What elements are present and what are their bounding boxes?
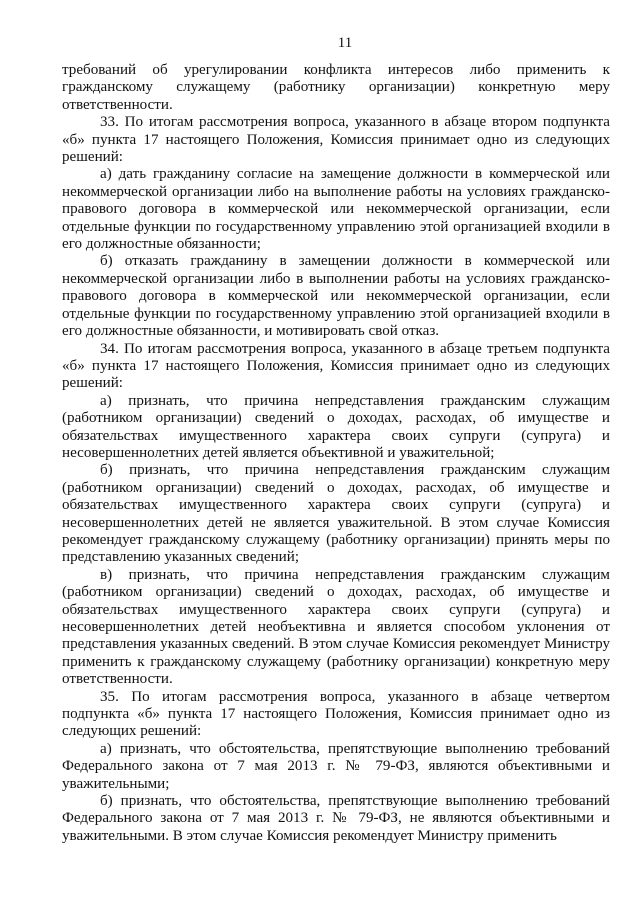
- page-number: 11: [337, 35, 353, 51]
- paragraph-clause-33: 33. По итогам рассмотрения вопроса, указанного в абзаце втором подпункта «б» пункта 17 настоящего Положения, Комиссия принимает одно из следующих решений:: [62, 114, 610, 166]
- paragraph-clause-33-b: б) отказать гражданину в замещении должности в коммерческой или некоммерческой организации либо в выполнении работы на условиях гражданско-правового договора в коммерческой или некоммерческой организации, если отдельные функции по государственному управлению этой организацией входили в его должностные обязанности, и мотивировать свой отказ.: [62, 253, 610, 340]
- paragraph-clause-34: 34. По итогам рассмотрения вопроса, указанного в абзаце третьем подпункта «б» пункта 17 настоящего Положения, Комиссия принимает одно из следующих решений:: [62, 340, 610, 392]
- paragraph-clause-35: 35. По итогам рассмотрения вопроса, указанного в абзаце четвертом подпункта «б» пункта 17 настоящего Положения, Комиссия принимает одно из следующих решений:: [62, 688, 610, 740]
- paragraph-clause-34-b: б) признать, что причина непредставления гражданским служащим (работником организации) сведений о доходах, расходах, об имуществе и обязательствах имущественного характера своих супруги (супруга) и несовершеннолетних детей не является уважительной. В этом случае Комиссия рекомендует гражданскому служащему (работнику организации) принять меры по представлению указанных сведений;: [62, 462, 610, 566]
- paragraph-continuation: требований об урегулировании конфликта интересов либо применить к гражданскому служащему (работнику организации) конкретную меру ответственности.: [62, 62, 610, 113]
- paragraph-clause-35-a: а) признать, что обстоятельства, препятствующие выполнению требований Федерального закона от 7 мая 2013 г. № 79-ФЗ, являются объективными и уважительными;: [62, 740, 610, 792]
- paragraph-clause-34-v: в) признать, что причина непредставления гражданским служащим (работником организации) сведений о доходах, расходах, об имуществе и обязательствах имущественного характера своих супруги (супруга) и несовершеннолетних детей необъективна и является способом уклонения от представления указанных сведений. В этом случае Комиссия рекомендует Министру применить к гражданскому служащему (работнику организации) конкретную меру ответственности.: [62, 566, 610, 688]
- paragraph-clause-33-a: а) дать гражданину согласие на замещение должности в коммерческой или некоммерческой организации либо на выполнение работы на условиях гражданско-правового договора в коммерческой или некоммерческой организации, если отдельные функции по государственному управлению этой организацией входили в его должностные обязанности;: [62, 166, 610, 253]
- paragraph-clause-35-b: б) признать, что обстоятельства, препятствующие выполнению требований Федерального закона от 7 мая 2013 г. № 79-ФЗ, не являются объективными и уважительными. В этом случае Комиссия рекомендует Министру применить: [62, 793, 610, 844]
- paragraph-clause-34-a: а) признать, что причина непредставления гражданским служащим (работником организации) сведений о доходах, расходах, об имуществе и обязательствах имущественного характера своих супруги (супруга) и несовершеннолетних детей является объективной и уважительной;: [62, 392, 610, 461]
